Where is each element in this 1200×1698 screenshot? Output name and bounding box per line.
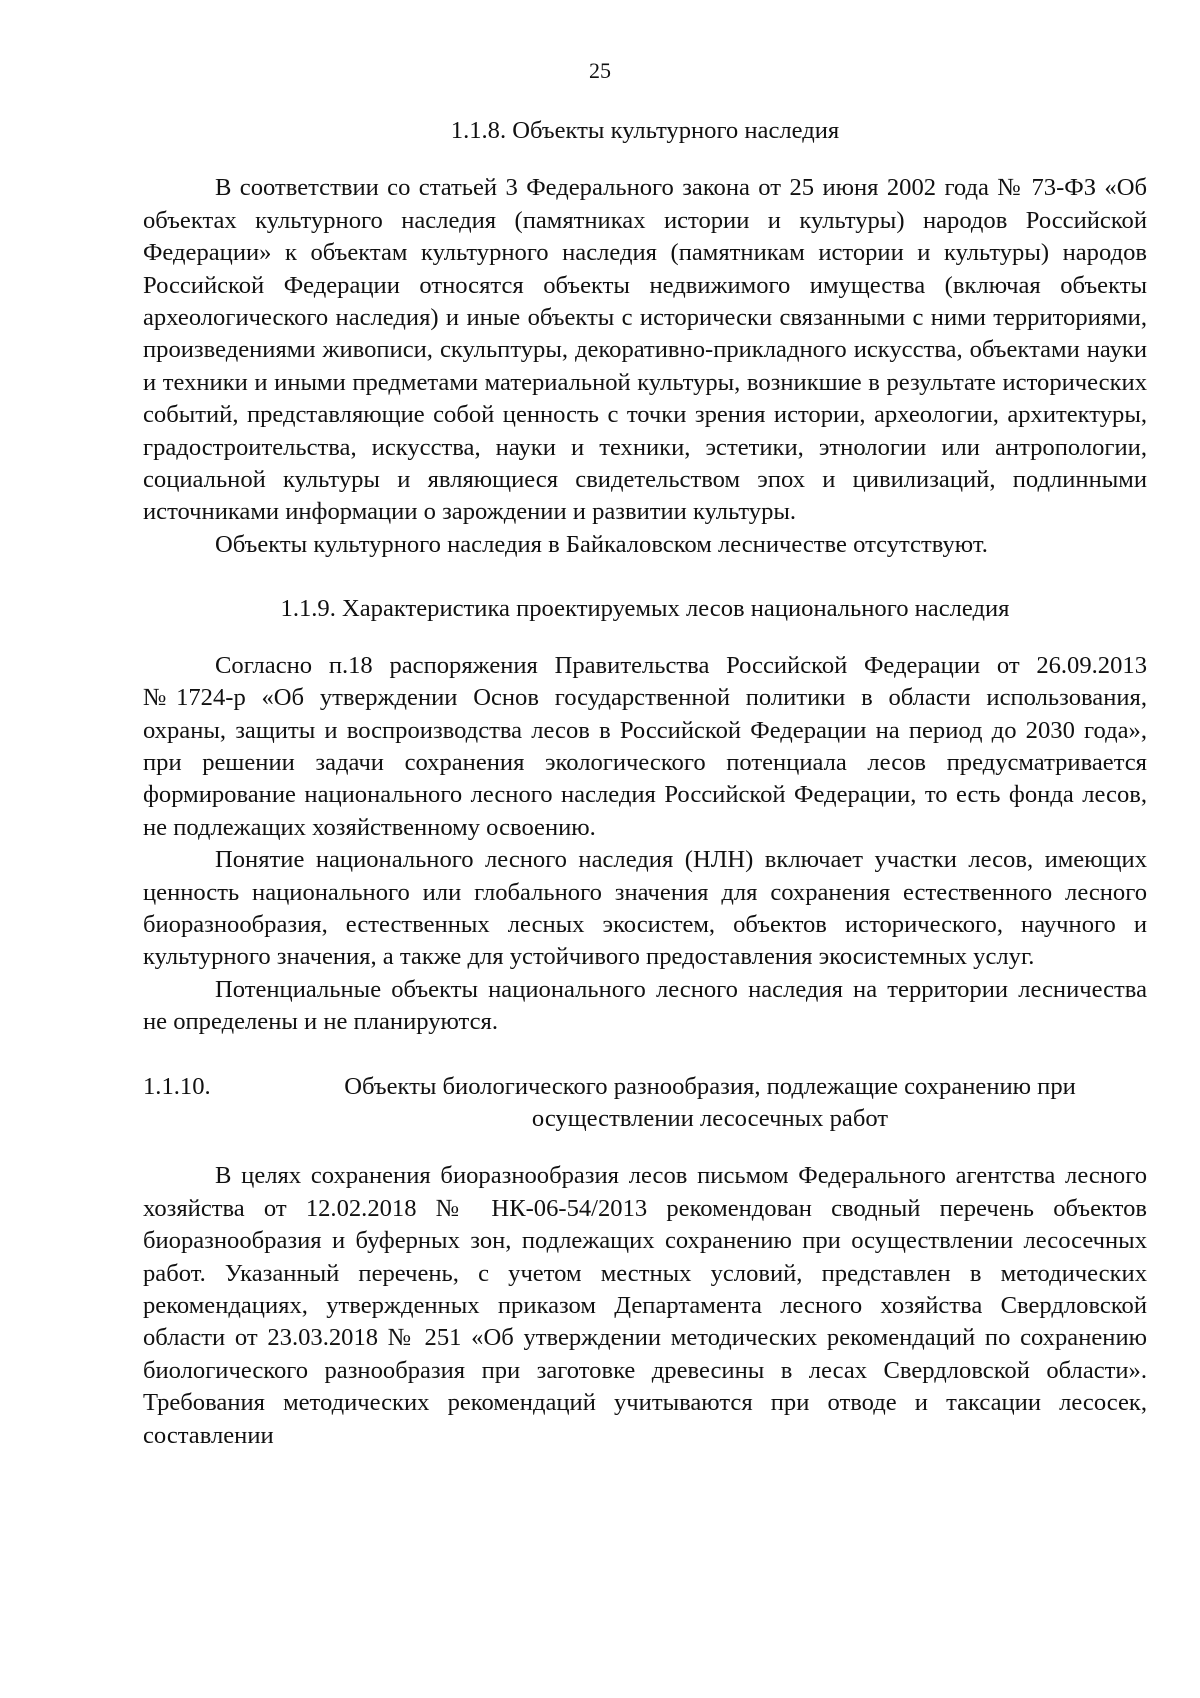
page-number: 25 [589,58,611,83]
page-content [143,115,1147,1452]
paragraph: Объекты культурного наследия в Байкаловском лесничестве отсутствуют. [215,530,988,558]
section-title-line: Объекты биологического разнообразия, подлежащие сохранению при [344,1072,1076,1100]
section-spacer [143,1039,1147,1071]
section-number: 1.1.10. [143,1072,211,1100]
section-heading-1-1-10 [143,1071,1147,1136]
section-heading-1-1-8: 1.1.8. Объекты культурного наследия [450,117,840,144]
section-heading-1-1-9: 1.1.9. Характеристика проектируемых лесов национального наследия [280,595,1010,623]
paragraph: Согласно п.18 распоряжения Правительства Российской Федерации от 26.09.2013 №1724-р «Об утверждении Основ государственной политики в области использования, охраны, защиты и воспроизводства лесов в Российской Федерации на период до 2030 года», при решении задачи сохранения экологического потенциала лесов предусматривается формирование национального лесного наследия Российской Федерации, то есть фонда лесов, не подлежащих хозяйственному освоению. [143,651,1147,841]
section-spacer [143,561,1147,593]
section-title [273,1071,1147,1136]
paragraph: В соответствии со статьей 3 Федерального закона от 25 июня 2002 года № 73-ФЗ «Об объектах культурного наследия (памятниках истории и культуры) народов Российской Федерации» к объектам культурного наследия (памятникам истории и культуры) народов Российской Федерации относятся объекты недвижимого имущества (включая объекты археологического наследия) и иные объекты с исторически связанными с ними территориями, произведениями живописи, скульптуры, декоративно-прикладного искусства, объектами науки и техники и иными предметами материальной культуры, возникшие в результате исторических событий, представляющие собой ценность с точки зрения истории, археологии, архитектуры, градостроительства, искусства, науки и техники, эстетики, этнологии или антропологии, социальной культуры и являющиеся свидетельством эпох и цивилизаций, подлинными источниками информации о зарождении и развитии культуры. [143,174,1147,526]
paragraph: Понятие национального лесного наследия (НЛН) включает участки лесов, имеющих ценность национального или глобального значения для сохранения естественного лесного биоразнообразия, естественных лесных экосистем, объектов исторического, научного и культурного значения, а также для устойчивого предоставления экосистемных услуг. [143,846,1147,971]
paragraph: В целях сохранения биоразнообразия лесов письмом Федерального агентства лесного хозяйства от 12.02.2018 № НК-06-54/2013 рекомендован сводный перечень объектов биоразнообразия и буферных зон, подлежащих сохранению при осуществлении лесосечных работ. Указанный перечень, с учетом местных условий, представлен в методических рекомендациях, утвержденных приказом Департамента лесного хозяйства Свердловской области от 23.03.2018 № 251 «Об утверждении методических рекомендаций по сохранению биологического разнообразия при заготовке древесины в лесах Свердловской области». Требования методических рекомендаций учитываются при отводе и таксации лесосек, составлении [143,1162,1147,1449]
section-title-line: осуществлении лесосечных работ [531,1104,889,1132]
paragraph: Потенциальные объекты национального лесного наследия на территории лесничества не определены и не планируются. [143,975,1147,1036]
